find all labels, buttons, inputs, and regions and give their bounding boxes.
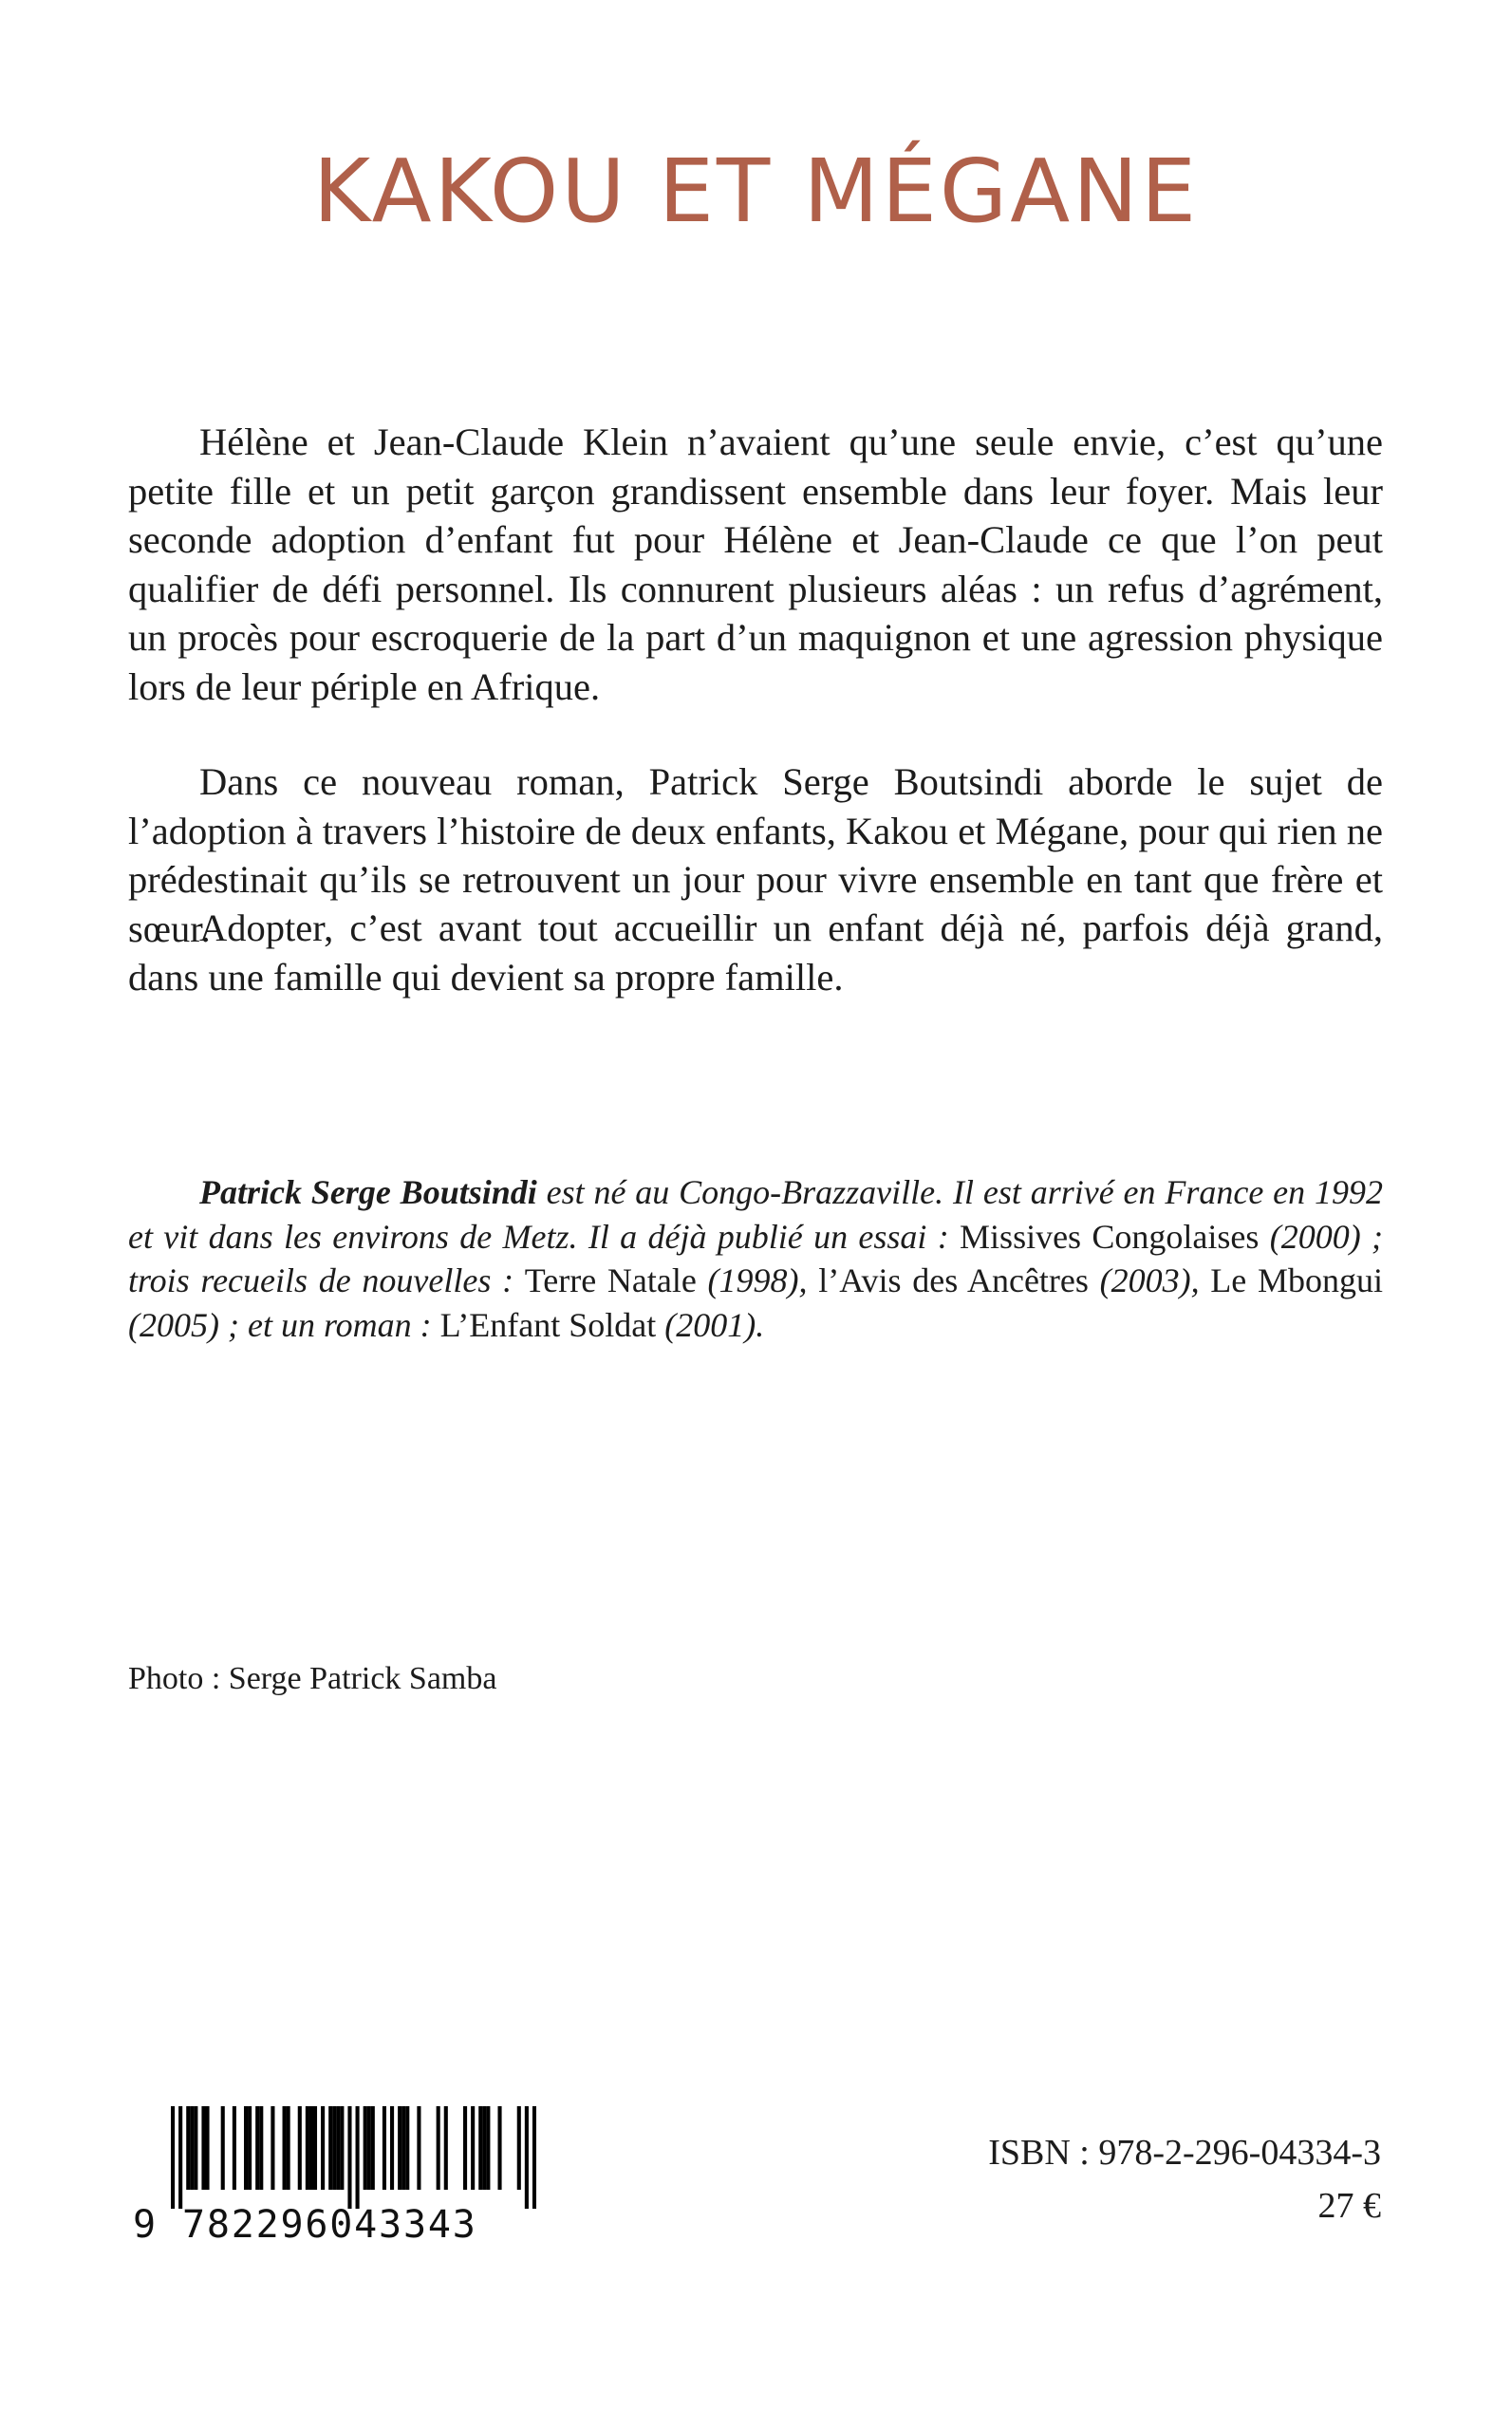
barcode-bar xyxy=(383,2106,386,2190)
bio-text: (2005) ; et un roman : xyxy=(128,1305,440,1344)
barcode-bar xyxy=(405,2106,409,2190)
barcode-bar xyxy=(190,2106,194,2190)
barcode-bar xyxy=(401,2106,405,2190)
barcode-bar xyxy=(486,2106,490,2190)
barcode-bar xyxy=(390,2106,394,2190)
barcode-bar xyxy=(332,2106,336,2190)
barcode xyxy=(123,2106,546,2249)
barcode-bar xyxy=(336,2106,340,2190)
barcode-bar xyxy=(186,2106,190,2190)
blurb-paragraph-2: Dans ce nouveau roman, Patrick Serge Boutsindi aborde le sujet de l’adoption à travers l’histoire de deux enfants, Kakou et Mégane, pour qui rien ne prédestinait qu’ils se retrouvent un jour pour vivre ensemble en tant que frère et sœur. xyxy=(128,760,1383,950)
bio-text: (2003), xyxy=(1088,1261,1211,1299)
barcode-bar xyxy=(298,2106,302,2190)
barcode-bar xyxy=(478,2106,482,2190)
book-title-enfant-soldat: L’Enfant Soldat xyxy=(439,1305,657,1344)
barcode-bar xyxy=(255,2106,259,2190)
barcode-number: 782296043343 xyxy=(182,2203,477,2247)
barcode-bar xyxy=(171,2106,175,2209)
barcode-bar xyxy=(517,2106,521,2190)
barcode-bar xyxy=(532,2106,536,2209)
barcode-bar xyxy=(233,2106,236,2190)
barcode-bar xyxy=(259,2106,263,2190)
barcode-bar xyxy=(471,2106,475,2190)
barcode-bar xyxy=(283,2106,287,2190)
barcode-bar xyxy=(244,2106,248,2190)
book-title-terre-natale: Terre Natale xyxy=(524,1261,697,1299)
barcode-bar xyxy=(271,2106,274,2190)
bio-text: (2001). xyxy=(656,1305,765,1344)
barcode-bar xyxy=(194,2106,197,2190)
barcode-bar xyxy=(444,2106,448,2190)
barcode-bar xyxy=(201,2106,205,2190)
barcode-bar xyxy=(287,2106,290,2190)
barcode-bar xyxy=(525,2106,529,2209)
barcode-bar xyxy=(328,2106,332,2190)
barcode-first-digit: 9 xyxy=(133,2203,157,2247)
blurb-paragraph-3: Adopter, c’est avant tout accueillir un enfant déjà né, parfois déjà grand, dans une famille qui devient sa propre famille. xyxy=(128,906,1383,999)
barcode-bar xyxy=(463,2106,467,2190)
barcode-bar xyxy=(313,2106,317,2190)
book-title-missives: Missives Congolaises xyxy=(960,1217,1260,1256)
book-title: KAKOU ET MÉGANE xyxy=(312,140,1200,242)
bio-text: (2000) ; trois recueils de nouvelles : xyxy=(128,1217,1384,1299)
isbn: ISBN : 978-2-296-04334-3 xyxy=(988,2133,1381,2173)
barcode-bar xyxy=(367,2106,371,2190)
barcode-bar xyxy=(340,2106,344,2190)
barcode-bar xyxy=(347,2106,351,2209)
barcode-bar xyxy=(178,2106,182,2209)
barcode-bar xyxy=(309,2106,313,2190)
author-name: Patrick Serge Boutsindi xyxy=(199,1173,537,1211)
barcode-bar xyxy=(482,2106,486,2190)
barcode-bar xyxy=(437,2106,440,2190)
barcode-bar xyxy=(417,2106,420,2190)
barcode-bar xyxy=(364,2106,367,2190)
bio-text: (1998), xyxy=(696,1261,819,1299)
barcode-bar xyxy=(497,2106,501,2190)
barcode-bar xyxy=(221,2106,225,2190)
author-bio xyxy=(128,1170,1383,1347)
price: 27 € xyxy=(1317,2186,1381,2226)
photo-credit: Photo : Serge Patrick Samba xyxy=(128,1661,497,1696)
barcode-bar xyxy=(371,2106,375,2190)
barcode-bars xyxy=(171,2106,536,2209)
barcode-bar xyxy=(356,2106,360,2209)
book-title-mbongui: Le Mbongui xyxy=(1210,1261,1383,1299)
book-title-avis-ancetres: l’Avis des Ancêtres xyxy=(818,1261,1089,1299)
bio-text: est né au Congo-Brazzaville. Il est arrivé en France en 1992 et vit dans les environs de Metz. Il a déjà publié un essai : xyxy=(128,1173,1384,1256)
barcode-bar xyxy=(306,2106,309,2190)
barcode-bar xyxy=(398,2106,401,2190)
blurb-paragraph-1: Hélène et Jean-Claude Klein n’avaient qu’une seule envie, c’est qu’une petite fille et un petit garçon grandissent ensemble dans leur foyer. Mais leur seconde adoption d’enfant fut pour Hélène et Jean-Claude ce que l’on peut qualifier de défi personnel. Ils connurent plusieurs aléas : un refus d’agrément, un procès pour escroquerie de la part d’un maquignon et une agression physique lors de leur périple en Afrique. xyxy=(128,420,1383,708)
barcode-bar xyxy=(321,2106,325,2190)
barcode-bar xyxy=(248,2106,252,2190)
barcode-bar xyxy=(205,2106,209,2190)
